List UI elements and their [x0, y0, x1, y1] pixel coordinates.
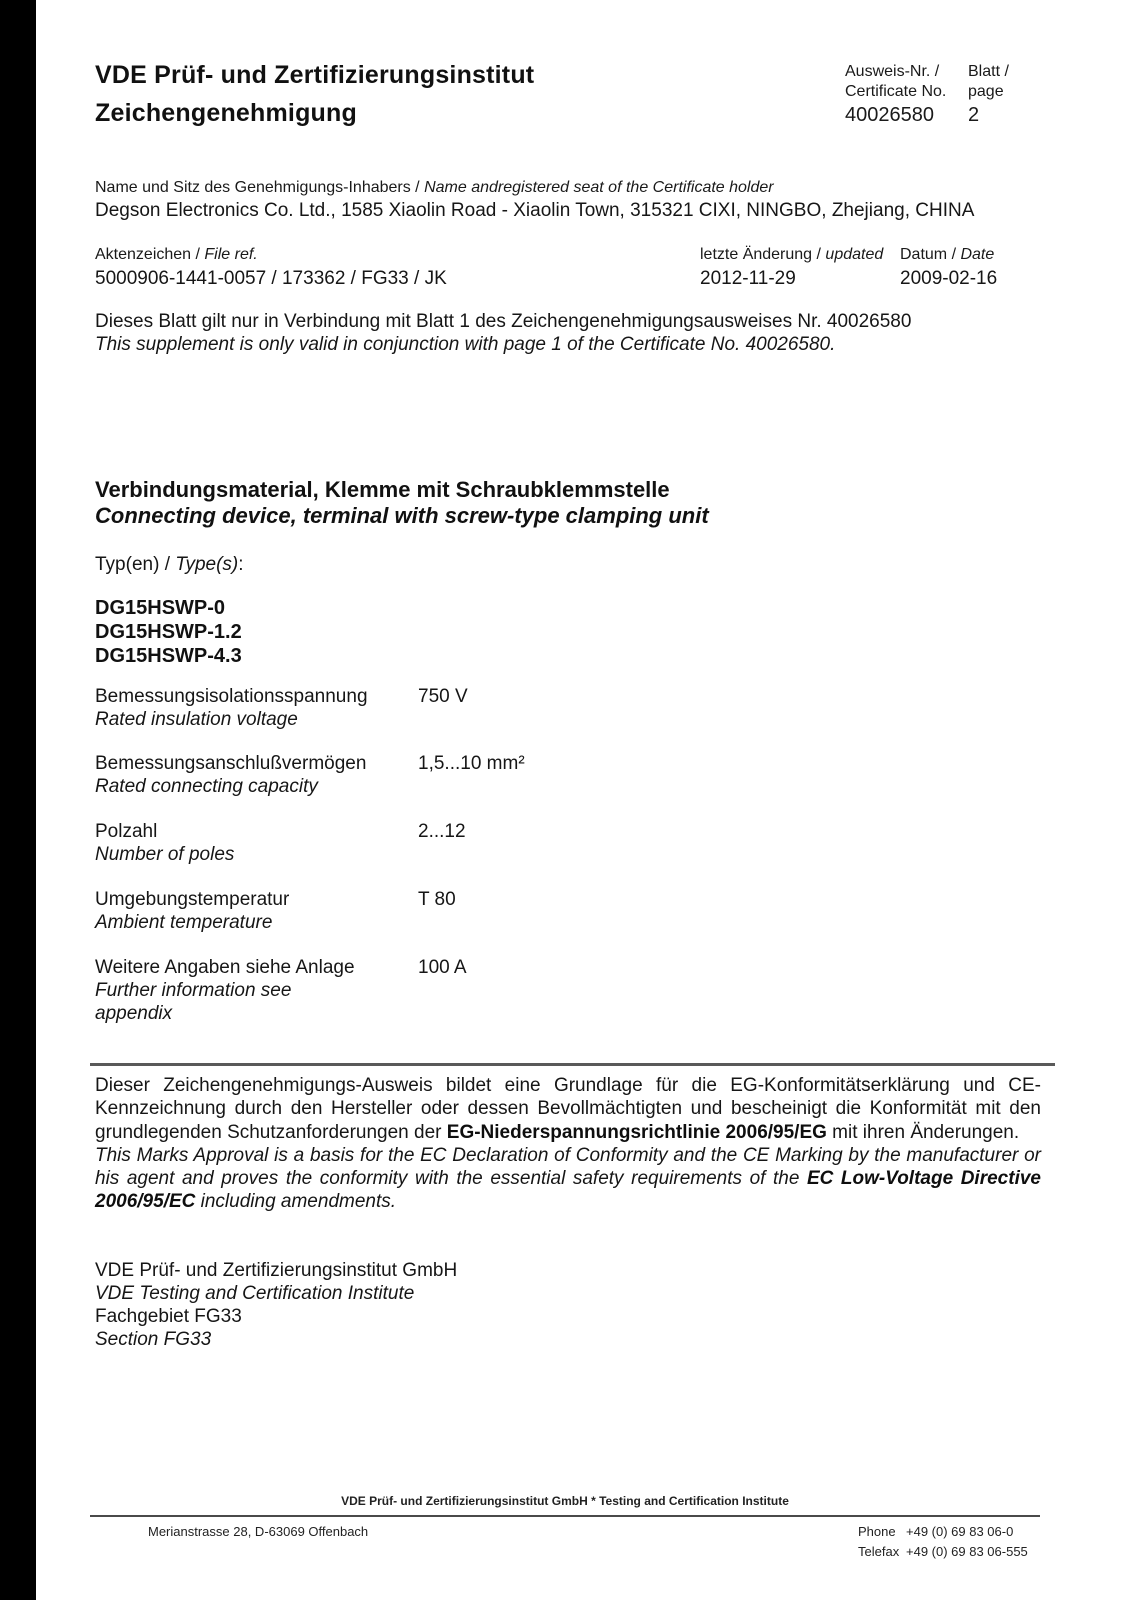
- document-title-line2: Zeichengenehmigung: [95, 99, 357, 127]
- date-label: [900, 245, 994, 265]
- updated-label-de: letzte Änderung /: [700, 246, 826, 263]
- declaration-en-text: This Marks Approval is a basis for the EC Declaration of Conformity and the CE Marking by the manufacturer or his agent and proves the conformity with the essential safety requirements of the: [95, 1144, 1041, 1190]
- product-title: [95, 477, 709, 529]
- date-value: 2009-02-16: [900, 268, 998, 289]
- fileref-value: 5000906-1441-0057 / 173362 / FG33 / JK: [95, 268, 447, 289]
- signature-institute-de: VDE Prüf- und Zertifizierungsinstitut GmbH: [95, 1260, 458, 1281]
- spec-value: 100 A: [418, 957, 467, 978]
- product-title-de: Verbindungsmaterial, Klemme mit Schraubklemmstelle: [95, 477, 670, 502]
- document-title: [95, 56, 534, 132]
- updated-value: 2012-11-29: [700, 268, 796, 289]
- type-item: DG15HSWP-4.3: [95, 645, 242, 667]
- types-label-en: Type(s): [175, 554, 239, 575]
- document-title-line1: VDE Prüf- und Zertifizierungsinstitut: [95, 61, 535, 89]
- footer-institute-line: VDE Prüf- und Zertifizierungsinstitut GmbH * Testing and Certification Institute: [341, 1494, 789, 1508]
- spec-label-en: Number of poles: [95, 844, 235, 865]
- fileref-label-de: Aktenzeichen /: [95, 246, 205, 263]
- types-label-de: Typ(en) /: [95, 554, 176, 575]
- divider-rule: [90, 1063, 1055, 1066]
- declaration-en-directive: EC Low-Voltage Directive 2006/95/EC: [95, 1168, 1041, 1213]
- spec-row-connecting-capacity: [95, 752, 1055, 798]
- spec-label-de: Weitere Angaben siehe Anlage: [95, 957, 355, 978]
- spec-row-insulation-voltage: [95, 685, 1055, 731]
- certificate-number-block: [845, 62, 946, 127]
- declaration-paragraphs: [95, 1074, 1041, 1214]
- spec-row-further-information: [95, 956, 1055, 1025]
- declaration-en-text: including amendments.: [195, 1191, 397, 1213]
- spec-label: [95, 685, 413, 731]
- spec-row-ambient-temperature: [95, 888, 1055, 934]
- spec-label: [95, 752, 413, 798]
- certificate-label-en: Certificate No.: [845, 83, 947, 100]
- phone-value: +49 (0) 69 83 06-0: [906, 1524, 1014, 1539]
- declaration-de: [95, 1074, 1041, 1144]
- holder-label: [95, 178, 774, 198]
- spec-label-de: Bemessungsisolationsspannung: [95, 686, 368, 707]
- spec-value: T 80: [418, 889, 456, 910]
- page-label-de: Blatt /: [968, 63, 1009, 80]
- declaration-de-text: mit ihren Änderungen.: [826, 1121, 1020, 1143]
- page-label-en: page: [968, 83, 1004, 100]
- spec-label: [95, 820, 413, 866]
- fileref-label: [95, 245, 258, 265]
- footer-rule: [90, 1515, 1040, 1517]
- telefax-label: Telefax: [858, 1544, 900, 1559]
- footer-address: Merianstrasse 28, D-63069 Offenbach: [148, 1524, 369, 1539]
- spec-label-de: Polzahl: [95, 821, 158, 842]
- supplement-note-de: Dieses Blatt gilt nur in Verbindung mit Blatt 1 des Zeichengenehmigungsausweises Nr. 40026580: [95, 311, 912, 332]
- declaration-en: [95, 1144, 1041, 1214]
- scan-edge-band: [0, 0, 36, 1600]
- spec-value: 1,5...10 mm²: [418, 753, 525, 774]
- spec-label-en: Ambient temperature: [95, 912, 273, 933]
- spec-label-en: Further information see appendix: [95, 980, 292, 1024]
- date-label-de: Datum /: [900, 246, 961, 263]
- phone-label: Phone: [858, 1524, 896, 1539]
- footer-telefax: [858, 1542, 1028, 1562]
- type-item: DG15HSWP-0: [95, 597, 226, 619]
- spec-label-en: Rated connecting capacity: [95, 776, 318, 797]
- declaration-de-directive: EG-Niederspannungsrichtlinie 2006/95/EG: [446, 1121, 827, 1143]
- certificate-label-de: Ausweis-Nr. /: [845, 63, 940, 80]
- spec-label-de: Bemessungsanschlußvermögen: [95, 753, 367, 774]
- page-number: 2: [968, 104, 980, 126]
- supplement-note-en: This supplement is only valid in conjunction with page 1 of the Certificate No. 40026580.: [95, 334, 836, 355]
- spec-label: [95, 888, 413, 934]
- page-number-block: [968, 62, 1009, 127]
- date-label-en: Date: [960, 246, 995, 263]
- signature-section-de: Fachgebiet FG33: [95, 1306, 242, 1327]
- holder-label-de: Name und Sitz des Genehmigungs-Inhabers /: [95, 179, 425, 196]
- declaration-de-text: Dieser Zeichengenehmigungs-Ausweis bildet eine Grundlage für die EG-Konformitätserklärung und CE-Kennzeichnung durch den Hersteller oder dessen Bevollmächtigten und bescheinigt die Konformität mit den grundlegenden Schutzanforderungen der: [95, 1075, 1041, 1143]
- spec-value: 750 V: [418, 686, 468, 707]
- types-label: [95, 553, 244, 576]
- holder-value: Degson Electronics Co. Ltd., 1585 Xiaolin Road - Xiaolin Town, 315321 CIXI, NINGBO, Zhejiang, CHINA: [95, 200, 975, 221]
- types-label-suffix: :: [238, 554, 244, 575]
- footer-phone: [858, 1522, 1028, 1542]
- telefax-value: +49 (0) 69 83 06-555: [906, 1544, 1028, 1559]
- holder-label-en: Name andregistered seat of the Certificate holder: [424, 179, 774, 196]
- supplement-note: [95, 310, 1055, 356]
- signature-section-en: Section FG33: [95, 1329, 212, 1350]
- type-list: [95, 596, 242, 668]
- footer-contact: [858, 1522, 1028, 1562]
- updated-label: [700, 245, 883, 265]
- certificate-number: 40026580: [845, 104, 934, 126]
- signature-block: [95, 1259, 457, 1351]
- spec-label-en: Rated insulation voltage: [95, 709, 298, 730]
- spec-value: 2...12: [418, 821, 466, 842]
- spec-row-number-of-poles: [95, 820, 1055, 866]
- fileref-label-en: File ref.: [204, 246, 258, 263]
- signature-institute-en: VDE Testing and Certification Institute: [95, 1283, 415, 1304]
- product-title-en: Connecting device, terminal with screw-type clamping unit: [95, 503, 709, 528]
- spec-label-de: Umgebungstemperatur: [95, 889, 290, 910]
- spec-label: [95, 956, 413, 1025]
- type-item: DG15HSWP-1.2: [95, 621, 242, 643]
- updated-label-en: updated: [825, 246, 884, 263]
